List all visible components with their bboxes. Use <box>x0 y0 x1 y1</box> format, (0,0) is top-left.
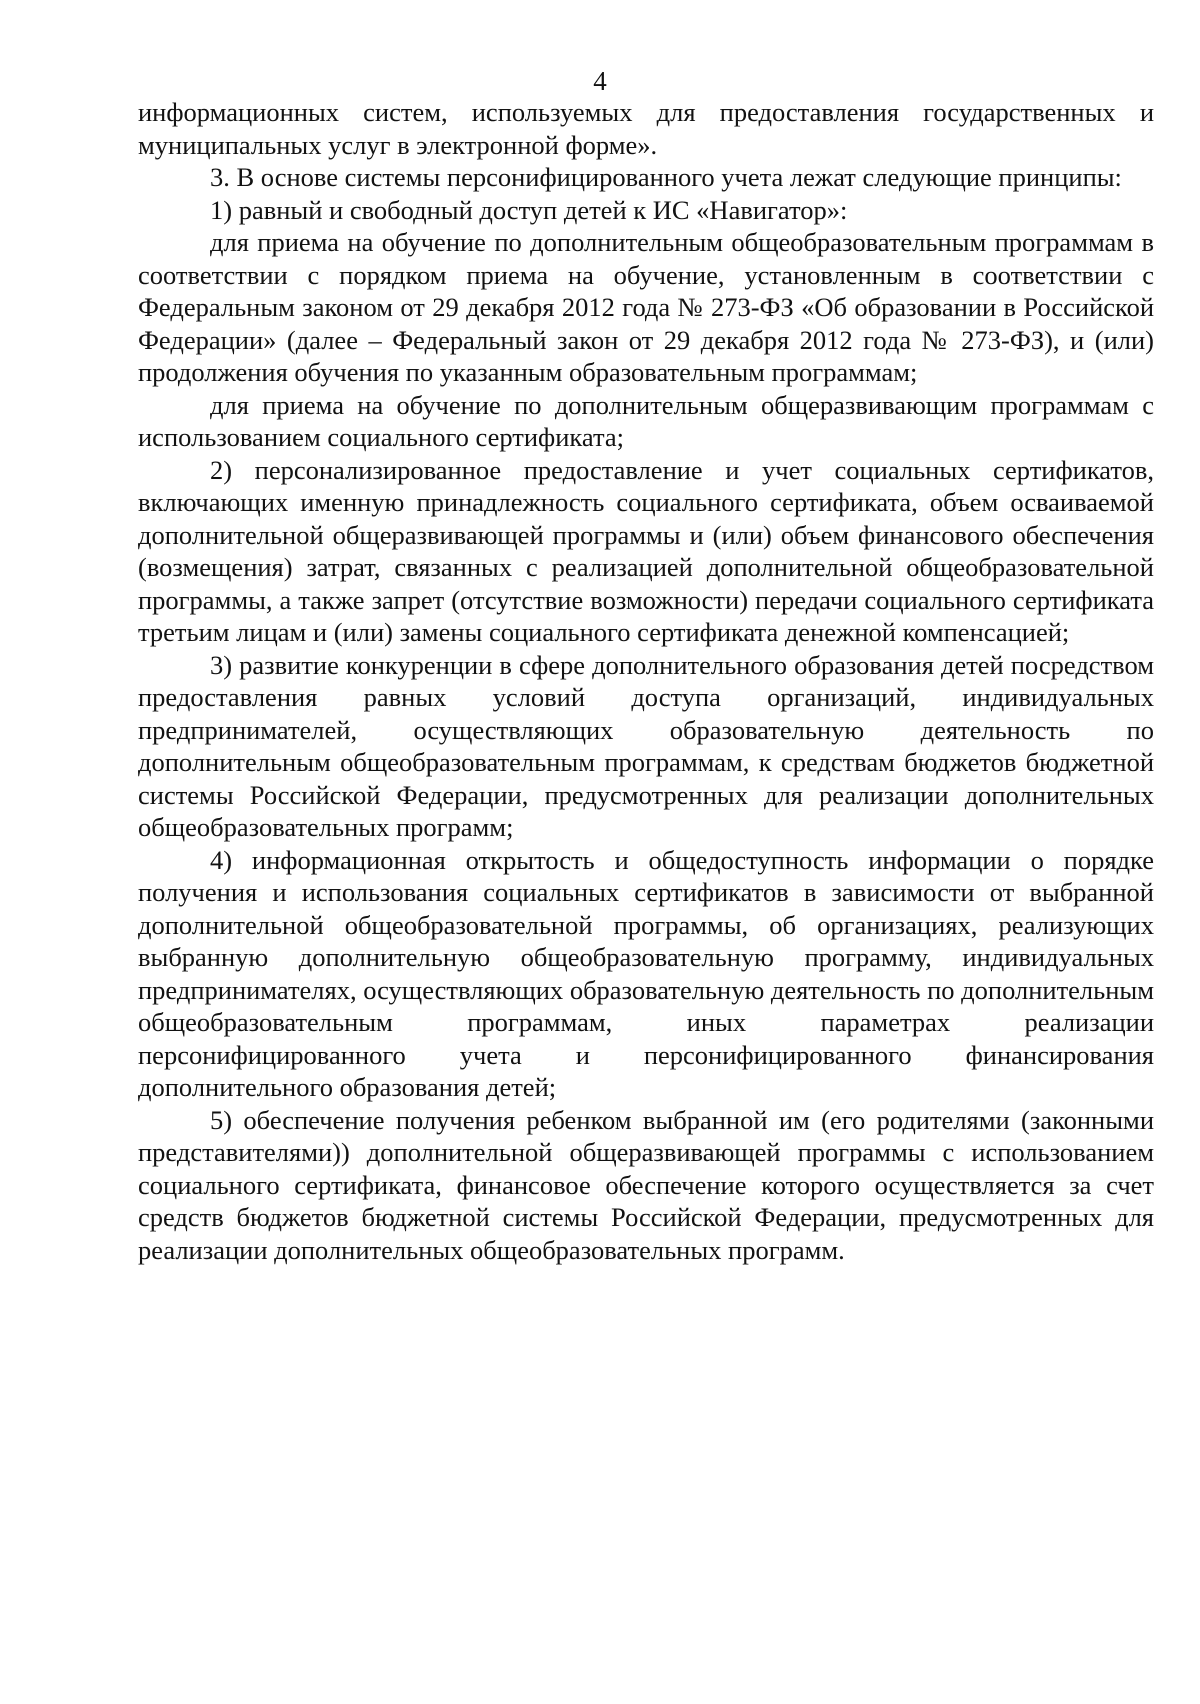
paragraph-principle-1-a: для приема на обучение по дополнительным общеобразовательным программам в соответствии с порядком приема на обучение, установленным в соответствии с Федеральным законом от 29 декабря 2012 года № 273-ФЗ «Об образовании в Российской Федерации» (далее – Федеральный закон от 29 декабря 2012 года № 273-ФЗ), и (или) продолжения обучения по указанным образовательным программам; <box>138 227 1154 387</box>
paragraph-principle-4: 4) информационная открытость и общедоступность информации о порядке получения и использования социальных сертификатов в зависимости от выбранной дополнительной общеобразовательной программы, об организациях, реализующих выбранную дополнительную общеобразовательную программу, индивидуальных предпринимателях, осуществляющих образовательную деятельность по дополнительным общеобразовательным программам, иных параметрах реализации персонифицированного учета и персонифицированного финансирования дополнительного образования детей; <box>138 844 1154 1102</box>
paragraph-principle-1: 1) равный и свободный доступ детей к ИС «Навигатор»: <box>210 194 848 225</box>
paragraph-continuation: информационных систем, используемых для предоставления государственных и муниципальных услуг в электронной форме». <box>138 97 1154 160</box>
paragraph-principle-2: 2) персонализированное предоставление и учет социальных сертификатов, включающих именную принадлежность социального сертификата, объем осваиваемой дополнительной общеразвивающей программы и (или) объем финансового обеспечения (возмещения) затрат, связанных с реализацией дополнительной общеобразовательной программы, а также запрет (отсутствие возможности) передачи социального сертификата третьим лицам и (или) замены социального сертификата денежной компенсацией; <box>138 454 1154 647</box>
paragraph-principles-intro: 3. В основе системы персонифицированного учета лежат следующие принципы: <box>210 162 1122 192</box>
document-body <box>138 96 1154 1266</box>
page-number: 4 <box>593 66 607 96</box>
paragraph-principle-5: 5) обеспечение получения ребенком выбранной им (его родителями (законными представителями)) дополнительной общеразвивающей программы с использованием социального сертификата, финансовое обеспечение которого осуществляется за счет средств бюджетов бюджетной системы Российской Федерации, предусмотренных для реализации дополнительных общеобразовательных программ. <box>138 1104 1154 1265</box>
paragraph-principle-1-b: для приема на обучение по дополнительным общеразвивающим программам с использованием социального сертификата; <box>138 389 1154 452</box>
paragraph-principle-3: 3) развитие конкуренции в сфере дополнительного образования детей посредством предоставления равных условий доступа организаций, индивидуальных предпринимателей, осуществляющих образовательную деятельность по дополнительным общеобразовательным программам, к средствам бюджетов бюджетной системы Российской Федерации, предусмотренных для реализации дополнительных общеобразовательных программ; <box>138 649 1154 842</box>
